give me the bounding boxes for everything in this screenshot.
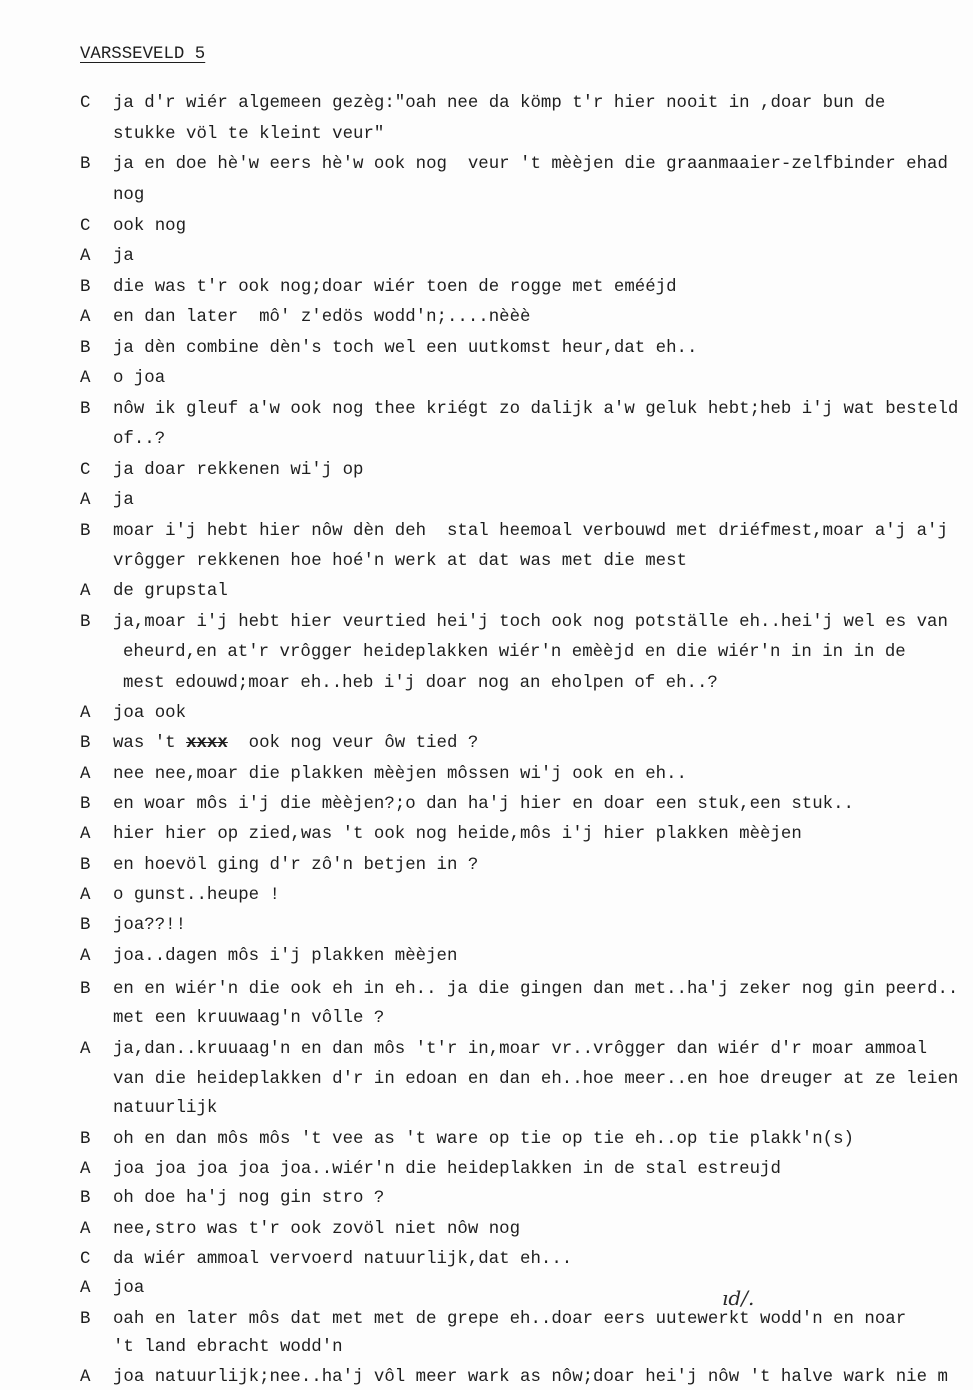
utterance-line: die was t'r ook nog;doar wiér toen de rogge met emééjd <box>113 278 677 297</box>
utterance-line: joa <box>113 1279 145 1298</box>
utterance-line: joa??!! <box>113 916 187 935</box>
speaker-label: B <box>80 856 91 875</box>
speaker-label: A <box>80 491 91 510</box>
speaker-label: A <box>80 765 91 784</box>
struck-out-text: xxxx <box>186 734 228 753</box>
speaker-label: B <box>80 734 91 753</box>
speaker-label: B <box>80 916 91 935</box>
handwritten-note: ıd/. <box>722 1286 755 1310</box>
utterance-line: oh en dan môs môs 't vee as 't ware op tie op tie eh..op tie plakk'n(s) <box>113 1130 854 1149</box>
utterance-line: hier hier op zied,was 't ook nog heide,môs i'j hier plakken mèèjen <box>113 825 802 844</box>
utterance-line: nee nee,moar die plakken mèèjen môssen wi'j ook en eh.. <box>113 765 687 784</box>
utterance-line: joa natuurlijk;nee..ha'j vôl meer wark as nôw;doar hei'j nôw 't halve wark nie m <box>113 1368 948 1387</box>
utterance-line: o gunst..heupe ! <box>113 886 280 905</box>
utterance-line: en dan later mô' z'edös wodd'n;....nèèè <box>113 308 531 327</box>
utterance-line <box>113 733 478 755</box>
utterance-line: nee,stro was t'r ook zovöl niet nôw nog <box>113 1220 521 1239</box>
speaker-label: A <box>80 1220 91 1239</box>
speaker-label: B <box>80 522 91 541</box>
speaker-label: B <box>80 980 91 999</box>
utterance-continuation: met een kruuwaag'n vôlle ? <box>113 1009 385 1028</box>
utterance-line: en en wiér'n die ook eh in eh.. ja die gingen dan met..ha'j zeker nog gin peerd.. <box>113 980 959 999</box>
speaker-label: A <box>80 947 91 966</box>
utterance-line: de grupstal <box>113 582 228 601</box>
utterance-line: ja <box>113 247 134 266</box>
speaker-label: A <box>80 825 91 844</box>
speaker-label: C <box>80 94 91 113</box>
utterance-line: en woar môs i'j die mèèjen?;o dan ha'j hier en doar een stuk,een stuk.. <box>113 795 854 814</box>
utterance-line: oah en later môs dat met met de grepe eh..doar eers uutewerkt wodd'n en noar <box>113 1310 907 1329</box>
speaker-label: A <box>80 308 91 327</box>
utterance-line: ja <box>113 491 134 510</box>
utterance-continuation: nog <box>113 186 145 205</box>
utterance-line: ja,moar i'j hebt hier veurtied hei'j toch ook nog potställe eh..hei'j wel es van <box>113 613 948 632</box>
speaker-label: C <box>80 217 91 236</box>
utterance-line: da wiér ammoal vervoerd natuurlijk,dat eh... <box>113 1250 573 1269</box>
utterance-continuation: mest edouwd;moar eh..heb i'j doar nog an eholpen of eh..? <box>123 674 718 693</box>
speaker-label: B <box>80 1189 91 1208</box>
utterance-segment: was 't <box>113 734 187 753</box>
speaker-label: B <box>80 339 91 358</box>
utterance-segment: ook nog veur ôw tied ? <box>227 734 479 753</box>
speaker-label: A <box>80 369 91 388</box>
utterance-line: joa joa joa joa joa..wiér'n die heideplakken in de stal estreujd <box>113 1160 781 1179</box>
speaker-label: B <box>80 400 91 419</box>
utterance-line: joa..dagen môs i'j plakken mèèjen <box>113 947 458 966</box>
utterance-line: en hoevöl ging d'r zô'n betjen in ? <box>113 856 479 875</box>
utterance-line: ja en doe hè'w eers hè'w ook nog veur 't mèèjen die graanmaaier-zelfbinder ehad <box>113 155 948 174</box>
utterance-continuation: stukke völ te kleint veur" <box>113 125 385 144</box>
utterance-line: oh doe ha'j nog gin stro ? <box>113 1189 385 1208</box>
utterance-continuation: van die heideplakken d'r in edoan en dan eh..hoe meer..en hoe dreuger at ze leien <box>113 1070 959 1089</box>
speaker-label: B <box>80 155 91 174</box>
utterance-line: ook nog <box>113 217 187 236</box>
speaker-label: C <box>80 461 91 480</box>
utterance-continuation: eheurd,en at'r vrôgger heideplakken wiér'n emèèjd en die wiér'n in in in de <box>123 643 906 662</box>
speaker-label: B <box>80 613 91 632</box>
speaker-label: C <box>80 1250 91 1269</box>
speaker-label: B <box>80 1130 91 1149</box>
speaker-label: A <box>80 1279 91 1298</box>
speaker-label: A <box>80 886 91 905</box>
speaker-label: A <box>80 247 91 266</box>
speaker-label: B <box>80 795 91 814</box>
utterance-continuation: vrôgger rekkenen hoe hoé'n werk at dat was met die mest <box>113 552 687 571</box>
utterance-line: nôw ik gleuf a'w ook nog thee kriégt zo dalijk a'w geluk hebt;heb i'j wat besteld <box>113 400 959 419</box>
speaker-label: B <box>80 1310 91 1329</box>
page-title: VARSSEVELD 5 <box>80 45 206 64</box>
utterance-line: joa ook <box>113 704 187 723</box>
utterance-line: ja,dan..kruuaag'n en dan môs 't'r in,moar vr..vrôgger dan wiér d'r moar ammoal <box>113 1040 928 1059</box>
speaker-label: A <box>80 704 91 723</box>
utterance-line: o joa <box>113 369 166 388</box>
utterance-continuation: 't land ebracht wodd'n <box>113 1338 343 1357</box>
speaker-label: A <box>80 1368 91 1387</box>
utterance-continuation: natuurlijk <box>113 1099 218 1118</box>
utterance-continuation: of..? <box>113 430 166 449</box>
speaker-label: A <box>80 1040 91 1059</box>
speaker-label: B <box>80 278 91 297</box>
utterance-line: ja dèn combine dèn's toch wel een uutkomst heur,dat eh.. <box>113 339 698 358</box>
utterance-line: ja doar rekkenen wi'j op <box>113 461 364 480</box>
speaker-label: A <box>80 1160 91 1179</box>
utterance-line: moar i'j hebt hier nôw dèn deh stal heemoal verbouwd met driéfmest,moar a'j a'j <box>113 522 948 541</box>
utterance-line: ja d'r wiér algemeen gezèg:"oah nee da kömp t'r hier nooit in ,doar bun de <box>113 94 886 113</box>
speaker-label: A <box>80 582 91 601</box>
